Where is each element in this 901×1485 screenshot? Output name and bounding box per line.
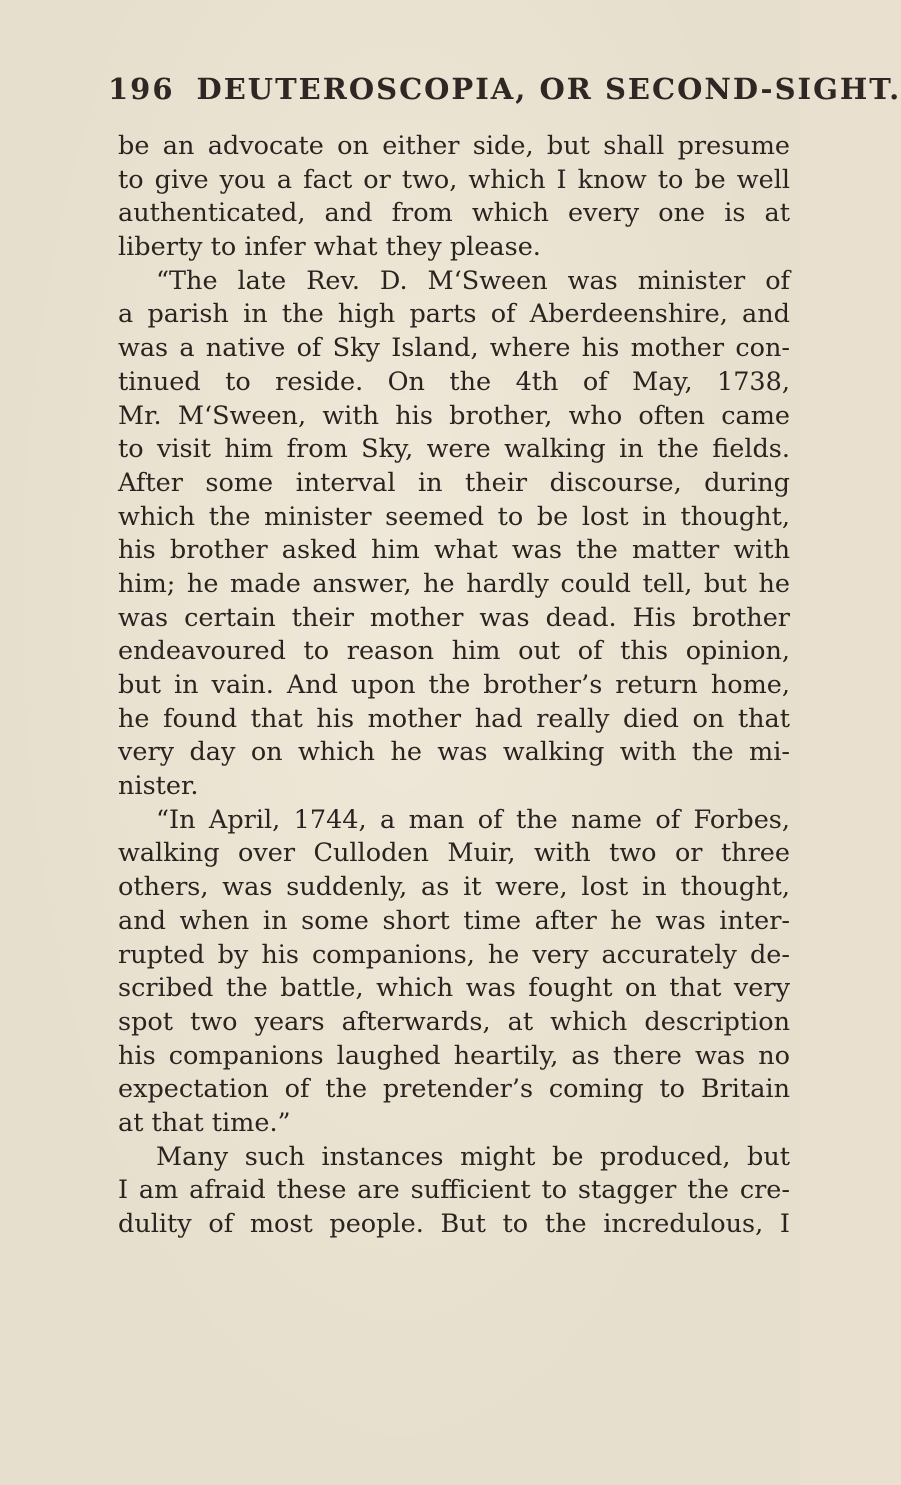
page-body xyxy=(118,130,790,1242)
text-line: his companions laughed heartily, as there was no xyxy=(118,1040,790,1071)
page-header xyxy=(108,72,901,106)
text-line: rupted by his companions, he very accurately de- xyxy=(118,939,790,970)
text-line: authenticated, and from which every one is at xyxy=(118,198,790,229)
text-line: and when in some short time after he was inter- xyxy=(118,905,790,936)
text-line: was certain their mother was dead. His brother xyxy=(118,602,790,633)
text-line: but in vain. And upon the brother’s return home, xyxy=(118,670,790,700)
text-line: Mr. M‘Sween, with his brother, who often came xyxy=(118,400,790,431)
text-line: scribed the battle, which was fought on that very xyxy=(118,973,790,1004)
page-number: 196 xyxy=(108,72,175,106)
text-line: be an advocate on either side, but shall presume xyxy=(118,131,790,161)
text-line: “The late Rev. D. M‘Sween was minister of xyxy=(156,265,790,296)
text-line: was a native of Sky Island, where his mother con- xyxy=(118,333,790,364)
text-line: a parish in the high parts of Aberdeenshire, and xyxy=(118,299,790,330)
text-line: to give you a fact or two, which I know to be well xyxy=(118,164,790,195)
text-line: dulity of most people. But to the incredulous, I xyxy=(118,1209,790,1239)
text-line: nister. xyxy=(118,771,199,802)
text-line: “In April, 1744, a man of the name of Forbes, xyxy=(156,804,790,835)
text-line: tinued to reside. On the 4th of May, 1738, xyxy=(118,366,790,397)
text-line: walking over Culloden Muir, with two or three xyxy=(118,838,790,869)
text-line: to visit him from Sky, were walking in the fields. xyxy=(118,434,790,465)
text-line: I am afraid these are sufficient to stagger the cre- xyxy=(118,1175,790,1206)
text-line: he found that his mother had really died on that xyxy=(118,703,790,734)
text-line: Many such instances might be produced, but xyxy=(156,1141,790,1172)
text-line: expectation of the pretender’s coming to Britain xyxy=(118,1074,790,1105)
text-line: others, was suddenly, as it were, lost in thought, xyxy=(118,872,790,903)
text-line: him; he made answer, he hardly could tell, but he xyxy=(118,568,790,599)
text-line: liberty to infer what they please. xyxy=(118,232,541,263)
text-line: very day on which he was walking with the mi- xyxy=(118,737,790,768)
text-line: endeavoured to reason him out of this opinion, xyxy=(118,636,790,667)
text-line: his brother asked him what was the matter with xyxy=(118,535,790,566)
text-line: After some interval in their discourse, during xyxy=(118,467,790,498)
text-line: at that time.” xyxy=(118,1107,291,1138)
running-title: DEUTEROSCOPIA, OR SECOND-SIGHT. xyxy=(196,72,901,106)
text-line: which the minister seemed to be lost in thought, xyxy=(118,501,790,532)
text-line: spot two years afterwards, at which description xyxy=(118,1006,790,1037)
